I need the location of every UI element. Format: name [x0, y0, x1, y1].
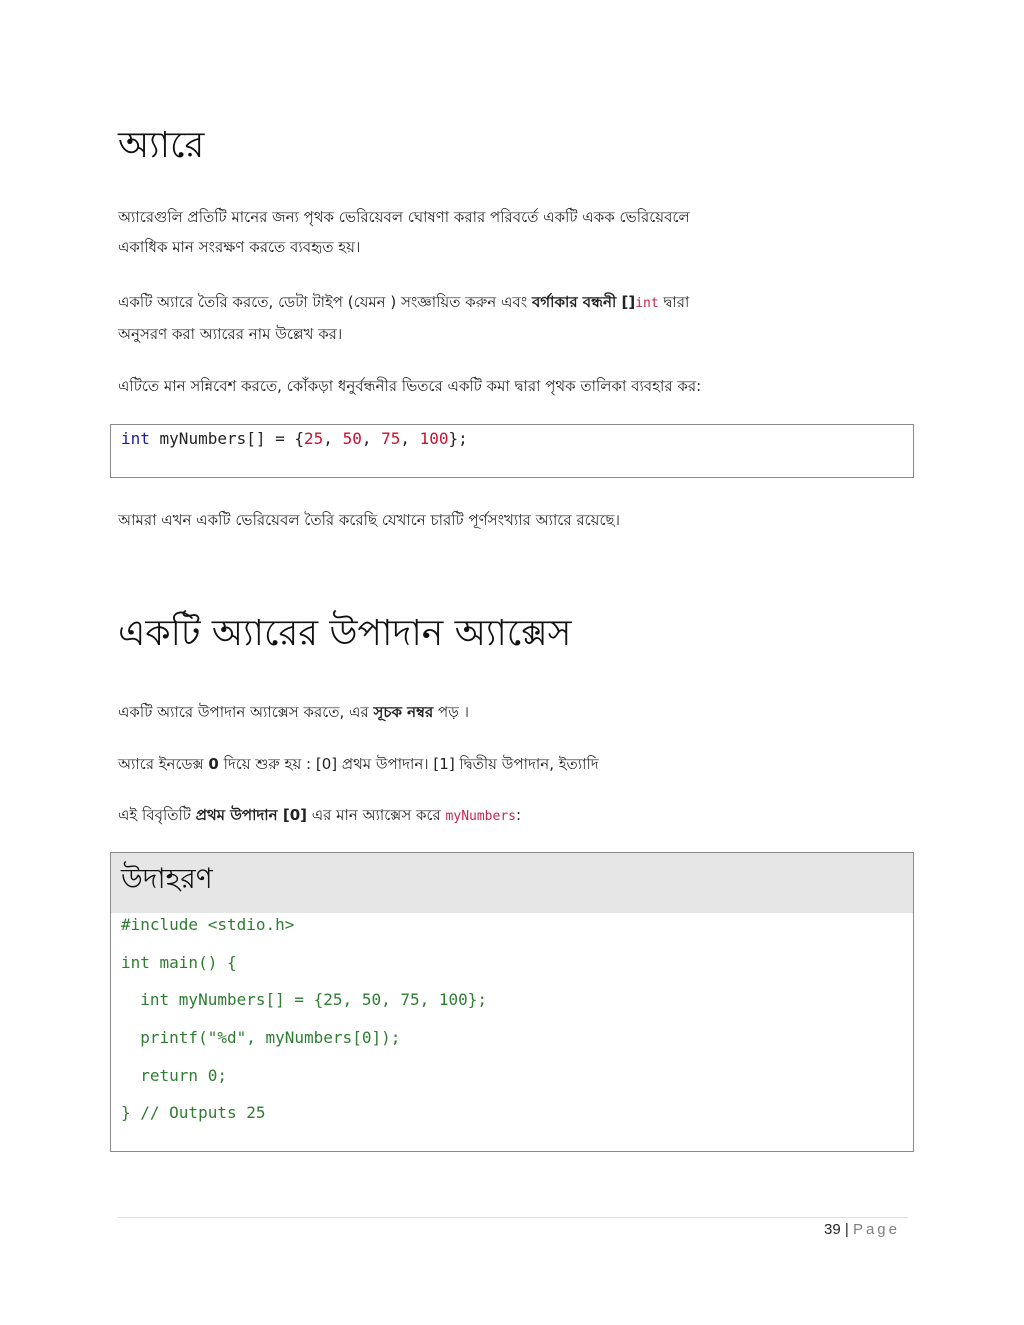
paragraph-intro-line1: অ্যারেগুলি প্রতিটি মানের জন্য পৃথক ভেরিয়েবল ঘোষণা করার পরিবর্তে একটি একক ভেরিয়েবলে [118, 208, 690, 226]
inline-code-int: int [635, 296, 659, 311]
paragraph-index-start [118, 749, 908, 779]
example-box [110, 852, 914, 1152]
paragraph-statement-colon: : [516, 806, 522, 824]
page-number: 39 [824, 1221, 841, 1238]
page-footer [824, 1221, 900, 1238]
example-code-line-1: #include <stdio.h> [121, 915, 295, 934]
code-sep-2: , [361, 429, 382, 448]
paragraph-statement-text-mid: এর মান অ্যাক্সেস করে [306, 806, 446, 824]
code-keyword-int: int [121, 429, 150, 448]
bold-zero: 0 [208, 755, 219, 773]
bold-first-element: প্রথম উপাদান [0] [195, 806, 307, 824]
paragraph-statement-text: এই বিবৃতিটি [118, 806, 196, 824]
footer-separator: | [840, 1221, 853, 1238]
code-sep-1: , [323, 429, 343, 448]
bold-square-brackets: বর্গাকার বন্ধনী [] [531, 293, 636, 311]
example-code-line-2: int main() { [121, 953, 237, 972]
code-num-2: 50 [342, 429, 362, 448]
paragraph-intro-line2: একাধিক মান সংরক্ষণ করতে ব্যবহৃত হয়। [118, 238, 361, 256]
section-heading-arrays: অ্যারে [118, 125, 205, 166]
example-code-line-5: return 0; [121, 1066, 227, 1085]
paragraph-create-text-end: দ্বারা [658, 293, 690, 311]
paragraph-access-text-end: পড় । [433, 703, 470, 721]
paragraph-index-text-end: দিয়ে শুরু হয় : [0] প্রথম উপাদান। [1] দ্বিতীয় উপাদান, ইত্যাদি [218, 755, 599, 773]
paragraph-statement [118, 800, 908, 832]
page-label: Page [852, 1221, 900, 1238]
paragraph-create-array [118, 287, 908, 349]
paragraph-insert-values: এটিতে মান সন্নিবেশ করতে, কোঁকড়া ধনুর্বন্ধনীর ভিতরে একটি কমা দ্বারা পৃথক তালিকা ব্যবহার কর: [118, 377, 702, 395]
example-code-line-6: } // Outputs 25 [121, 1103, 266, 1122]
paragraph-access-element [118, 697, 908, 727]
code-sep-3: , [400, 429, 420, 448]
code-block-declaration [110, 424, 914, 478]
bold-index-number: সূচক নম্বর [373, 703, 434, 721]
paragraph-variable-created: আমরা এখন একটি ভেরিয়েবল তৈরি করেছি যেখানে চারটি পূর্ণসংখ্যার অ্যারে রয়েছে। [118, 511, 620, 529]
inline-code-mynumbers: myNumbers [445, 809, 516, 824]
code-num-1: 25 [304, 429, 324, 448]
footer-divider [118, 1217, 908, 1218]
example-code-line-3: int myNumbers[] = {25, 50, 75, 100}; [121, 990, 488, 1009]
paragraph-index-text: অ্যারে ইনডেক্স [118, 755, 209, 773]
code-end: }; [448, 429, 468, 448]
code-decl: myNumbers[] = { [149, 429, 305, 448]
example-header [111, 853, 913, 913]
code-num-4: 100 [419, 429, 449, 448]
code-line-declaration [121, 429, 468, 448]
paragraph-access-text: একটি অ্যারে উপাদান অ্যাক্সেস করতে, এর [118, 703, 374, 721]
paragraph-create-text: একটি অ্যারে তৈরি করতে, ডেটা টাইপ (যেমন ) সংজ্ঞায়িত করুন এবং [118, 293, 532, 311]
code-num-3: 75 [381, 429, 401, 448]
paragraph-create-line2: অনুসরণ করা অ্যারের নাম উল্লেখ কর। [118, 325, 343, 343]
example-code-line-4: printf("%d", myNumbers[0]); [121, 1028, 401, 1047]
example-title: উদাহরণ [121, 862, 213, 895]
paragraph-intro [118, 202, 908, 262]
section-heading-access-elements: একটি অ্যারের উপাদান অ্যাক্সেস [118, 613, 572, 654]
